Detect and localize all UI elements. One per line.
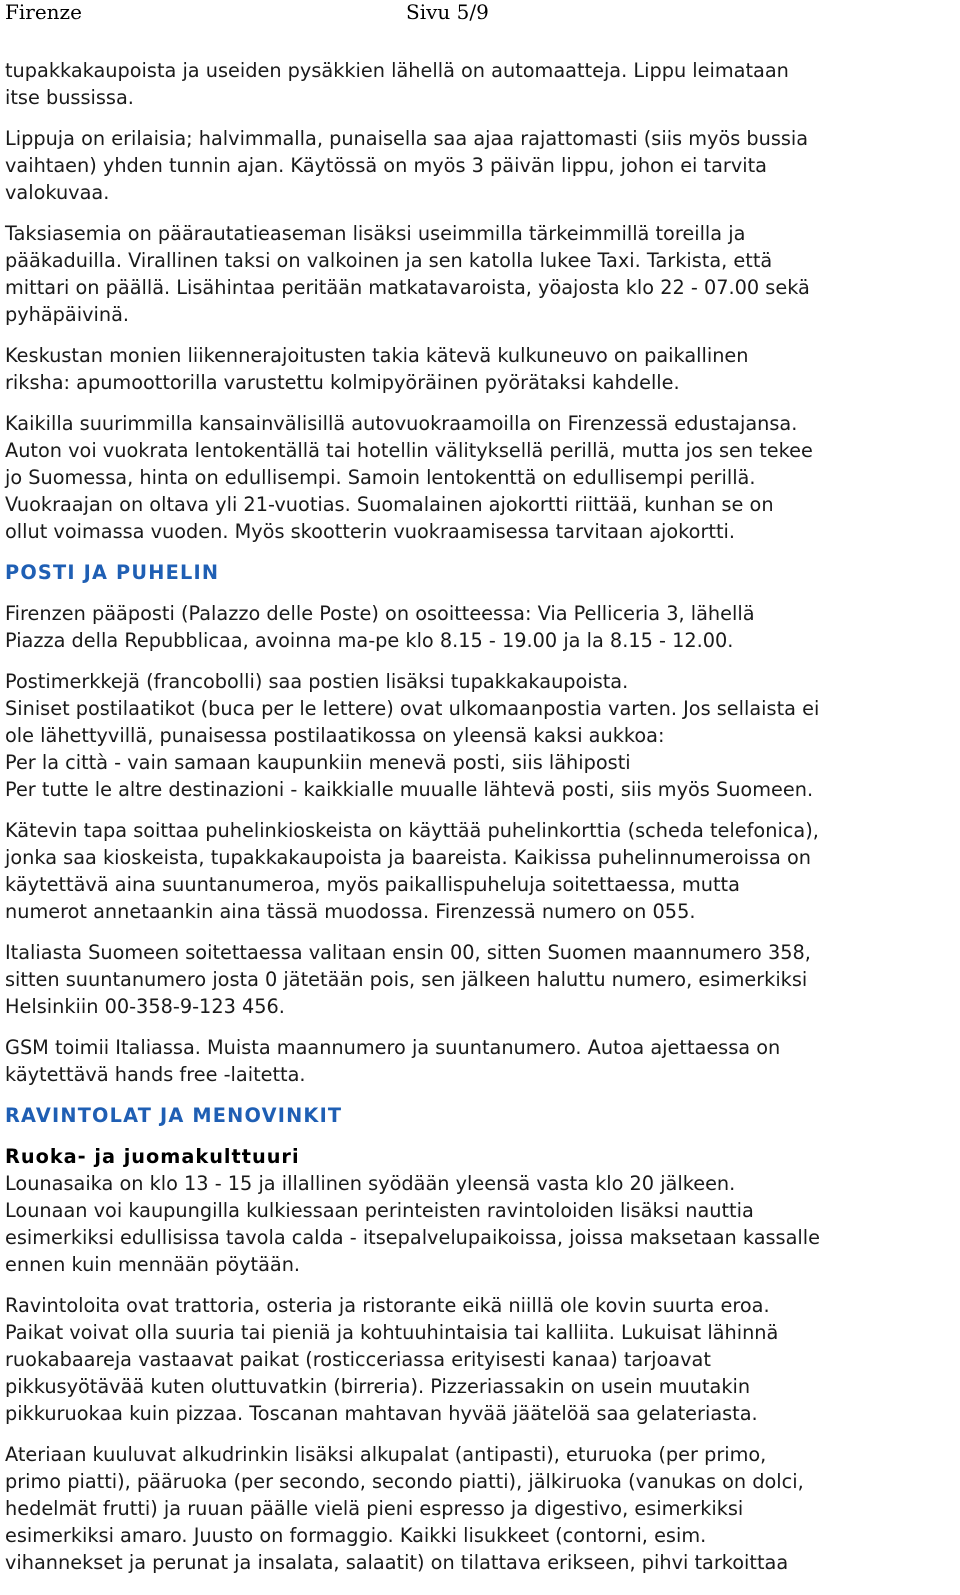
paragraph-main-post-office	[5, 600, 955, 654]
text-line: pääkaduilla. Virallinen taksi on valkoinen ja sen katolla lukee Taxi. Tarkista, että	[5, 249, 773, 272]
text-line: Piazza della Repubblicaa, avoinna ma-pe klo 8.15 - 19.00 ja la 8.15 - 12.00.	[5, 629, 734, 652]
text-line: Vuokraajan on oltava yli 21-vuotias. Suomalainen ajokortti riittää, kunhan se on	[5, 493, 774, 516]
text-line: ruokabaareja vastaavat paikat (rosticceriassa erityisesti kanaa) tarjoavat	[5, 1348, 711, 1371]
paragraph-meal-courses	[5, 1441, 955, 1576]
text-line: pikkuruokaa kuin pizzaa. Toscanan mahtavan hyvää jäätelöä saa gelateriasta.	[5, 1402, 758, 1425]
paragraph-food-culture	[5, 1143, 955, 1278]
text-line: Keskustan monien liikennerajoitusten takia kätevä kulkuneuvo on paikallinen	[5, 344, 749, 367]
text-line: vaihtaen) yhden tunnin ajan. Käytössä on myös 3 päivän lippu, johon ei tarvita	[5, 154, 767, 177]
text-line: sitten suuntanumero josta 0 jätetään pois, sen jälkeen haluttu numero, esimerkiksi	[5, 968, 808, 991]
paragraph-ticket-types	[5, 125, 955, 206]
section-heading-post-and-phone: POSTI JA PUHELIN	[5, 561, 220, 584]
text-line: itse bussissa.	[5, 86, 134, 109]
paragraph-restaurant-types	[5, 1292, 955, 1427]
text-line: Per la città - vain samaan kaupunkiin menevä posti, siis lähiposti	[5, 751, 631, 774]
running-header	[0, 0, 960, 24]
text-line: vihannekset ja perunat ja insalata, salaatit) on tilattava erikseen, pihvi tarkoittaa	[5, 1551, 789, 1574]
text-line: Ateriaan kuuluvat alkudrinkin lisäksi alkupalat (antipasti), eturuoka (per primo,	[5, 1443, 767, 1466]
text-line: Lounaan voi kaupungilla kulkiessaan perinteisten ravintoloiden lisäksi nauttia	[5, 1199, 754, 1222]
text-line: käytettävä aina suuntanumeroa, myös paikallispuheluja soitettaessa, mutta	[5, 873, 740, 896]
paragraph-phone-cards	[5, 817, 955, 925]
text-line: käytettävä hands free -laitetta.	[5, 1063, 306, 1086]
text-line: Lippuja on erilaisia; halvimmalla, punaisella saa ajaa rajattomasti (siis myös bussia	[5, 127, 809, 150]
text-line: GSM toimii Italiassa. Muista maannumero ja suuntanumero. Autoa ajettaessa on	[5, 1036, 781, 1059]
text-line: Italiasta Suomeen soitettaessa valitaan ensin 00, sitten Suomen maannumero 358,	[5, 941, 811, 964]
paragraph-riksha	[5, 342, 955, 396]
text-line: Auton voi vuokrata lentokentällä tai hotellin välityksellä perillä, mutta jos sen tekee	[5, 439, 813, 462]
text-line: ole lähettyvillä, punaisessa postilaatikossa on yleensä kaksi aukkoa:	[5, 724, 665, 747]
text-line: numerot annetaankin aina tässä muodossa. Firenzessä numero on 055.	[5, 900, 696, 923]
text-line: jo Suomessa, hinta on edullisempi. Samoin lentokenttä on edullisempi perillä.	[5, 466, 756, 489]
paragraph-tickets-machines	[5, 57, 955, 111]
header-city: Firenze	[5, 0, 82, 24]
text-line: jonka saa kioskeista, tupakkakaupoista ja baareista. Kaikissa puhelinnumeroissa on	[5, 846, 812, 869]
header-page-number: Sivu 5/9	[406, 0, 489, 24]
text-line: valokuvaa.	[5, 181, 110, 204]
text-line: Ravintoloita ovat trattoria, osteria ja ristorante eikä niillä ole kovin suurta eroa.	[5, 1294, 770, 1317]
text-line: tupakkakaupoista ja useiden pysäkkien lähellä on automaatteja. Lippu leimataan	[5, 59, 789, 82]
text-line: Helsinkiin 00-358-9-123 456.	[5, 995, 285, 1018]
sub-heading-food-culture: Ruoka- ja juomakulttuuri	[5, 1145, 300, 1168]
text-line: Kaikilla suurimmilla kansainvälisillä autovuokraamoilla on Firenzessä edustajansa.	[5, 412, 798, 435]
text-line: Kätevin tapa soittaa puhelinkioskeista on käyttää puhelinkorttia (scheda telefonica),	[5, 819, 819, 842]
text-line: Taksiasemia on päärautatieaseman lisäksi useimmilla tärkeimmillä toreilla ja	[5, 222, 746, 245]
text-line: ollut voimassa vuoden. Myös skootterin vuokraamisessa tarvitaan ajokortti.	[5, 520, 735, 543]
paragraph-stamps-mailboxes	[5, 668, 955, 803]
text-line: pyhäpäivinä.	[5, 303, 130, 326]
text-line: ennen kuin mennään pöytään.	[5, 1253, 301, 1276]
text-line: esimerkiksi amaro. Juusto on formaggio. Kaikki lisukkeet (contorni, esim.	[5, 1524, 707, 1547]
paragraph-taxis	[5, 220, 955, 328]
text-line: Postimerkkejä (francobolli) saa postien lisäksi tupakkakaupoista.	[5, 670, 629, 693]
text-line: riksha: apumoottorilla varustettu kolmipyöräinen pyörätaksi kahdelle.	[5, 371, 680, 394]
section-heading-restaurants: RAVINTOLAT JA MENOVINKIT	[5, 1104, 343, 1127]
paragraph-car-rental	[5, 410, 955, 545]
text-line: Siniset postilaatikot (buca per le lettere) ovat ulkomaanpostia varten. Jos sellaista ei	[5, 697, 820, 720]
text-line: hedelmät frutti) ja ruuan päälle vielä pieni espresso ja digestivo, esimerkiksi	[5, 1497, 744, 1520]
text-line: Paikat voivat olla suuria tai pieniä ja kohtuuhintaisia tai kalliita. Lukuisat lähinnä	[5, 1321, 779, 1344]
paragraph-calling-finland	[5, 939, 955, 1020]
document-body	[5, 57, 955, 1590]
text-line: pikkusyötävää kuten oluttuvatkin (birreria). Pizzeriassakin on usein muutakin	[5, 1375, 751, 1398]
text-line: primo piatti), pääruoka (per secondo, secondo piatti), jälkiruoka (vanukas on dolci,	[5, 1470, 804, 1493]
text-line: Lounasaika on klo 13 - 15 ja illallinen syödään yleensä vasta klo 20 jälkeen.	[5, 1172, 736, 1195]
paragraph-gsm	[5, 1034, 955, 1088]
text-line: mittari on päällä. Lisähintaa peritään matkatavaroista, yöajosta klo 22 - 07.00 sekä	[5, 276, 810, 299]
text-line: esimerkiksi edullisissa tavola calda - itsepalvelupaikoissa, joissa maksetaan kassalle	[5, 1226, 820, 1249]
text-line: Firenzen pääposti (Palazzo delle Poste) on osoitteessa: Via Pelliceria 3, lähellä	[5, 602, 755, 625]
text-line: Per tutte le altre destinazioni - kaikkialle muualle lähtevä posti, siis myös Suomeen.	[5, 778, 814, 801]
